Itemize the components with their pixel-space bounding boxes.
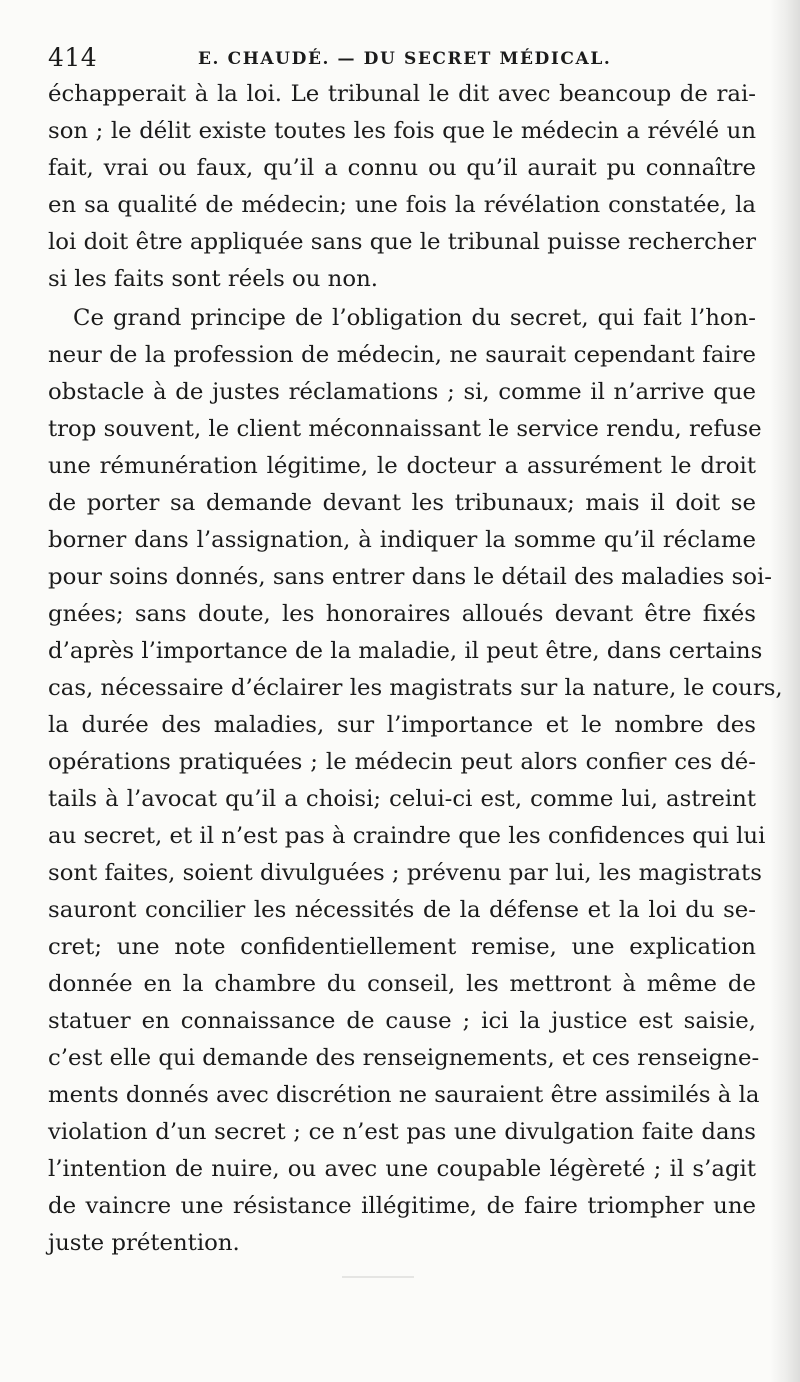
paragraph-line: si les faits sont réels ou non. <box>48 266 379 292</box>
paragraph-line: loi doit être appliquée sans que le tribunal puisse rechercher <box>48 229 756 255</box>
paragraph-line: Ce grand principe de l’obligation du secret, qui fait l’hon- <box>73 305 756 331</box>
paragraph-line: de porter sa demande devant les tribunaux; mais il doit se <box>48 490 756 516</box>
paragraph-line: pour soins donnés, sans entrer dans le détail des maladies soi- <box>48 564 773 590</box>
page-number: 414 <box>48 43 98 72</box>
paragraph-line: violation d’un secret ; ce n’est pas une divulgation faite dans <box>48 1119 756 1145</box>
paragraph-line: juste prétention. <box>48 1230 240 1256</box>
paragraph-line: cas, nécessaire d’éclairer les magistrats sur la nature, le cours, <box>48 675 783 701</box>
running-head <box>48 42 748 74</box>
show-through-rule <box>342 1276 414 1278</box>
paragraph-line: donnée en la chambre du conseil, les mettront à même de <box>48 971 756 997</box>
paragraph-line: en sa qualité de médecin; une fois la révélation constatée, la <box>48 192 756 218</box>
paragraph-line: échapperait à la loi. Le tribunal le dit avec beancoup de rai- <box>48 81 756 107</box>
paragraph-line: neur de la profession de médecin, ne saurait cependant faire <box>48 342 756 368</box>
paragraph-line: trop souvent, le client méconnaissant le service rendu, refuse <box>48 416 762 442</box>
paragraph-line: cret; une note confidentiellement remise, une explication <box>48 934 756 960</box>
running-head-title: E. CHAUDÉ. — DU SECRET MÉDICAL. <box>198 49 612 69</box>
paragraph-line: sont faites, soient divulguées ; prévenu par lui, les magistrats <box>48 860 762 886</box>
paragraph-line: ments donnés avec discrétion ne sauraient être assimilés à la <box>48 1082 760 1108</box>
paragraph-2 <box>48 300 783 1262</box>
paragraph-1 <box>48 76 756 298</box>
paragraph-line: au secret, et il n’est pas à craindre que les confidences qui lui <box>48 823 766 849</box>
paragraph-line: la durée des maladies, sur l’importance et le nombre des <box>48 712 756 738</box>
paragraph-line: statuer en connaissance de cause ; ici la justice est saisie, <box>48 1008 756 1034</box>
paragraph-line: d’après l’importance de la maladie, il peut être, dans certains <box>48 638 763 664</box>
paragraph-line: tails à l’avocat qu’il a choisi; celui-ci est, comme lui, astreint <box>48 786 756 812</box>
paragraph-line: l’intention de nuire, ou avec une coupable légèreté ; il s’agit <box>48 1156 756 1182</box>
paragraph-line: de vaincre une résistance illégitime, de faire triompher une <box>48 1193 756 1219</box>
body-text <box>48 76 783 1262</box>
paragraph-line: obstacle à de justes réclamations ; si, comme il n’arrive que <box>48 379 756 405</box>
paragraph-line: une rémunération légitime, le docteur a assurément le droit <box>48 453 756 479</box>
paragraph-line: fait, vrai ou faux, qu’il a connu ou qu’il aurait pu connaître <box>48 155 756 181</box>
paragraph-line: sauront concilier les nécessités de la défense et la loi du se- <box>48 897 756 923</box>
paragraph-line: borner dans l’assignation, à indiquer la somme qu’il réclame <box>48 527 756 553</box>
paragraph-line: opérations pratiquées ; le médecin peut alors confier ces dé- <box>48 749 756 775</box>
paragraph-line: gnées; sans doute, les honoraires alloués devant être fixés <box>48 601 756 627</box>
paragraph-line: c’est elle qui demande des renseignements, et ces renseigne- <box>48 1045 760 1071</box>
paragraph-line: son ; le délit existe toutes les fois que le médecin a révélé un <box>48 118 756 144</box>
